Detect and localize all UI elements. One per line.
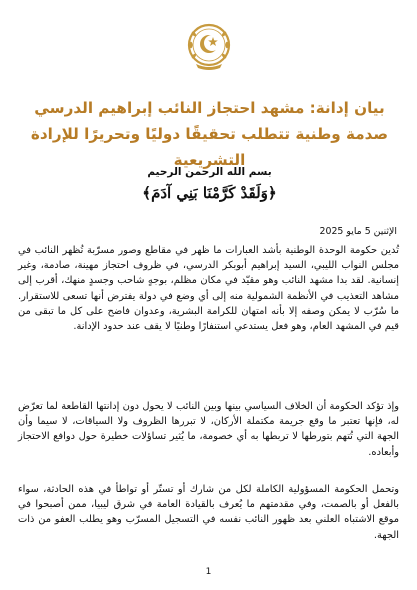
basmala: بسم الله الرحمن الرحيم bbox=[147, 166, 272, 178]
paragraph: تُدين حكومة الوحدة الوطنية بأشد العبارات ما ظهر في مقاطع وصور مسرّبة تُظهر النائب في مجلس النواب الليبي، السيد إبراهيم أبوبكر الدرسي، في ظروف احتجاز مهينة، صادمة، وغير إنسانية. لقد بدا مشهد النائب وهو مقيّد في مكان مظلم، بوجهٍ شاحب وجسدٍ منهك، أقرب إلى مشاهد التعذيب في الأنظمة الشمولية منه إلى أي وضع في دولة يفترض أنها تسعى للاستقرار. ما سُرّب لا يمكن وصفه إلا بأنه امتهان للكرامة البشرية، وعدوان فاضح على كل ما تبقى من قيم في المشهد العام، وهو فعل يستدعي استنفارًا وطنيًا لا يقف عند حدود الإدانة. bbox=[18, 245, 399, 333]
quran-verse: ﴿وَلَقَدْ كَرَّمْنَا بَنِي آدَمَ﴾ bbox=[142, 184, 277, 202]
state-emblem-icon bbox=[186, 22, 232, 72]
paragraph: وتحمل الحكومة المسؤولية الكاملة لكل من شارك أو تستّر أو تواطأ في هذه الحادثة، سواء بالفعل أو بالصمت، وفي مقدمتهم ما يُعرف بالقيادة العامة في شرق ليبيا، ممن أصبحوا في موقع الاشتباه العلني بعد ظهور النائب نفسه في التسجيل المسرّب وهو يطلب العفو من ذات الجهة. bbox=[18, 484, 399, 541]
statement-date: الإثنين 5 مايو 2025 bbox=[319, 226, 397, 237]
page-number: 1 bbox=[205, 567, 212, 577]
statement-title: بيان إدانة: مشهد احتجاز النائب إبراهيم الدرسي صدمة وطنية تتطلب تحقيقًا دوليًا وتحريرًا للإرادة التشريعية bbox=[30, 99, 389, 169]
paragraph: وإذ تؤكد الحكومة أن الخلاف السياسي بينها وبين النائب لا يحول دون إدانتها القاطعة لما تعرّض له، فإنها تعتبر ما وقع جريمة مكتملة الأركان، لا تبررها الظروف ولا السياقات، لا سيما وأن الجهة التي تُتهم بتورطها لا تربطها به أي خصومة، ما يُثير تساؤلات خطيرة حول دوافع الاحتجاز وأبعاده. bbox=[18, 401, 399, 458]
